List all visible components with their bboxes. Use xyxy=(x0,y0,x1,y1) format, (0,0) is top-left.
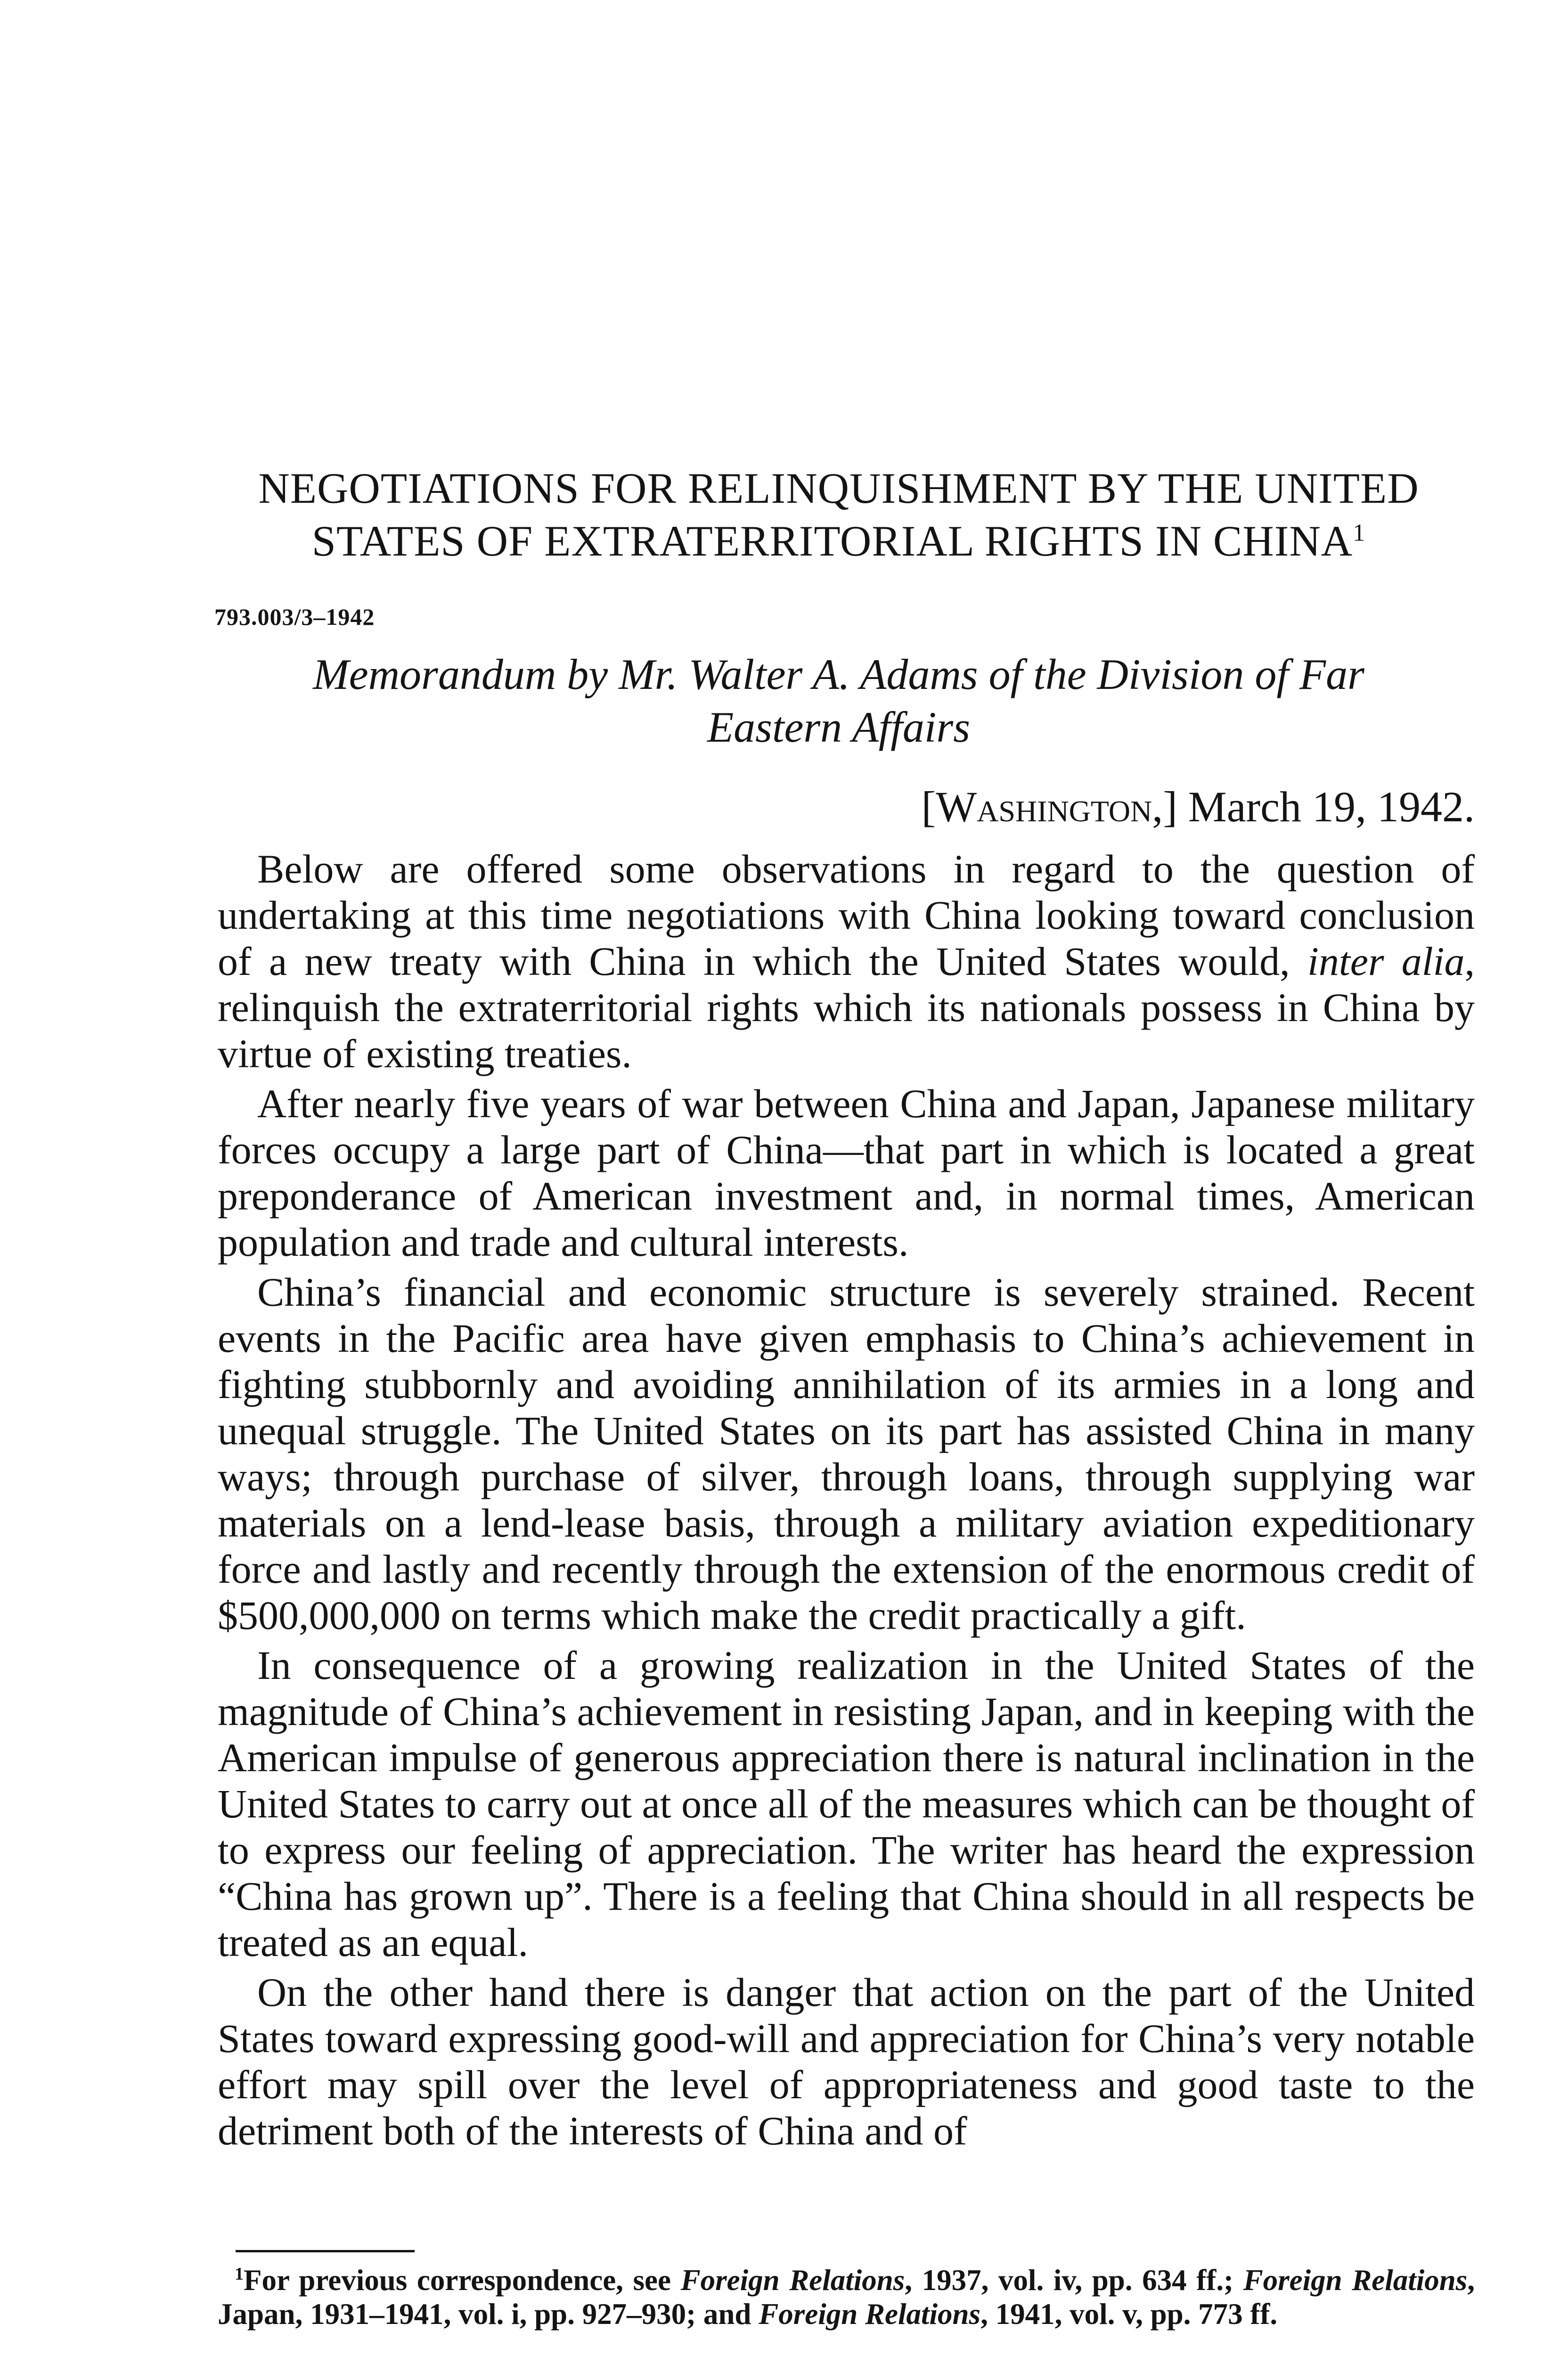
paragraph-2: After nearly five years of war between China and Japan, Japanese military forces occupy a large part of China—that part in which is located a great preponderance of American investment and, in normal times, American population and trade and cultural interests. xyxy=(218,1081,1475,1265)
paragraph-4: In consequence of a growing realization in the United States of the magnitude of China’s achievement in resisting Japan, and in keeping with the American impulse of generous appreciation there is natural inclination in the United States to carry out at once all of the measures which can be thought of to express our feeling of appreciation. The writer has heard the expression “China has grown up”. There is a feeling that China should in all respects be treated as an equal. xyxy=(218,1643,1475,1965)
footnote-text-4: , 1941, vol. v, pp. 773 ff. xyxy=(980,2298,1278,2331)
paragraph-1 xyxy=(218,846,1475,1077)
footnote-title-2: Foreign Relations xyxy=(1243,2264,1468,2297)
footnote-title-3: Foreign Relations xyxy=(759,2298,981,2331)
paragraph-1-part-b: , relinquish the extraterritorial rights which its nationals possess in China by virtue of existing treaties. xyxy=(218,939,1475,1076)
paragraph-5: On the other hand there is danger that action on the part of the United States toward expressing good-will and appreciation for China’s very notable effort may spill over the level of appropriateness and good taste to the detriment both of the interests of China and of xyxy=(218,1970,1475,2153)
heading-line-1: NEGOTIATIONS FOR RELINQUISHMENT BY THE UNITED xyxy=(258,464,1419,512)
memo-title-line-1: Memorandum by Mr. Walter A. Adams of the Division of Far xyxy=(313,650,1364,698)
memo-body xyxy=(218,846,1475,2158)
paragraph-1-part-a: Below are offered some observations in regard to the question of undertaking at this time negotiations with China looking toward conclusion of a new treaty with China in which the United States would, xyxy=(218,846,1475,984)
dateline xyxy=(922,780,1475,833)
heading-line-2-text: STATES OF EXTRATERRITORIAL RIGHTS IN CHINA xyxy=(311,517,1353,565)
chapter-heading xyxy=(203,462,1475,567)
memo-title xyxy=(203,648,1475,753)
footnote-text-1: For previous correspondence, see xyxy=(244,2264,681,2297)
dateline-place: [Washington,] xyxy=(921,783,1177,831)
paragraph-1-italic: inter alia xyxy=(1307,939,1465,984)
footnote-mark: 1 xyxy=(235,2264,244,2284)
file-number: 793.003/3–1942 xyxy=(214,604,375,630)
paragraph-3: China’s financial and economic structure is severely strained. Recent events in the Pacific area have given emphasis to China’s achievement in fighting stubbornly and avoiding annihilation of its armies in a long and unequal struggle. The United States on its part has assisted China in many ways; through purchase of silver, through loans, through supplying war materials on a lend-lease basis, through a military aviation expeditionary force and lastly and recently through the extension of the enormous credit of $500,000,000 on terms which make the credit practically a gift. xyxy=(218,1269,1475,1638)
footnote-text-2: , 1937, vol. iv, pp. 634 ff.; xyxy=(905,2264,1243,2297)
footnote xyxy=(218,2263,1475,2331)
footnote-divider xyxy=(236,2250,415,2252)
heading-footnote-mark[interactable]: 1 xyxy=(1353,519,1366,547)
footnote-title-1: Foreign Relations xyxy=(680,2264,905,2297)
heading-line-2 xyxy=(203,515,1475,567)
footnote-text-3: , Japan, 1931–1941, vol. i, pp. 927–930; and xyxy=(218,2264,1475,2331)
dateline-date: March 19, 1942. xyxy=(1188,783,1475,831)
memo-title-line-2: Eastern Affairs xyxy=(707,703,971,751)
